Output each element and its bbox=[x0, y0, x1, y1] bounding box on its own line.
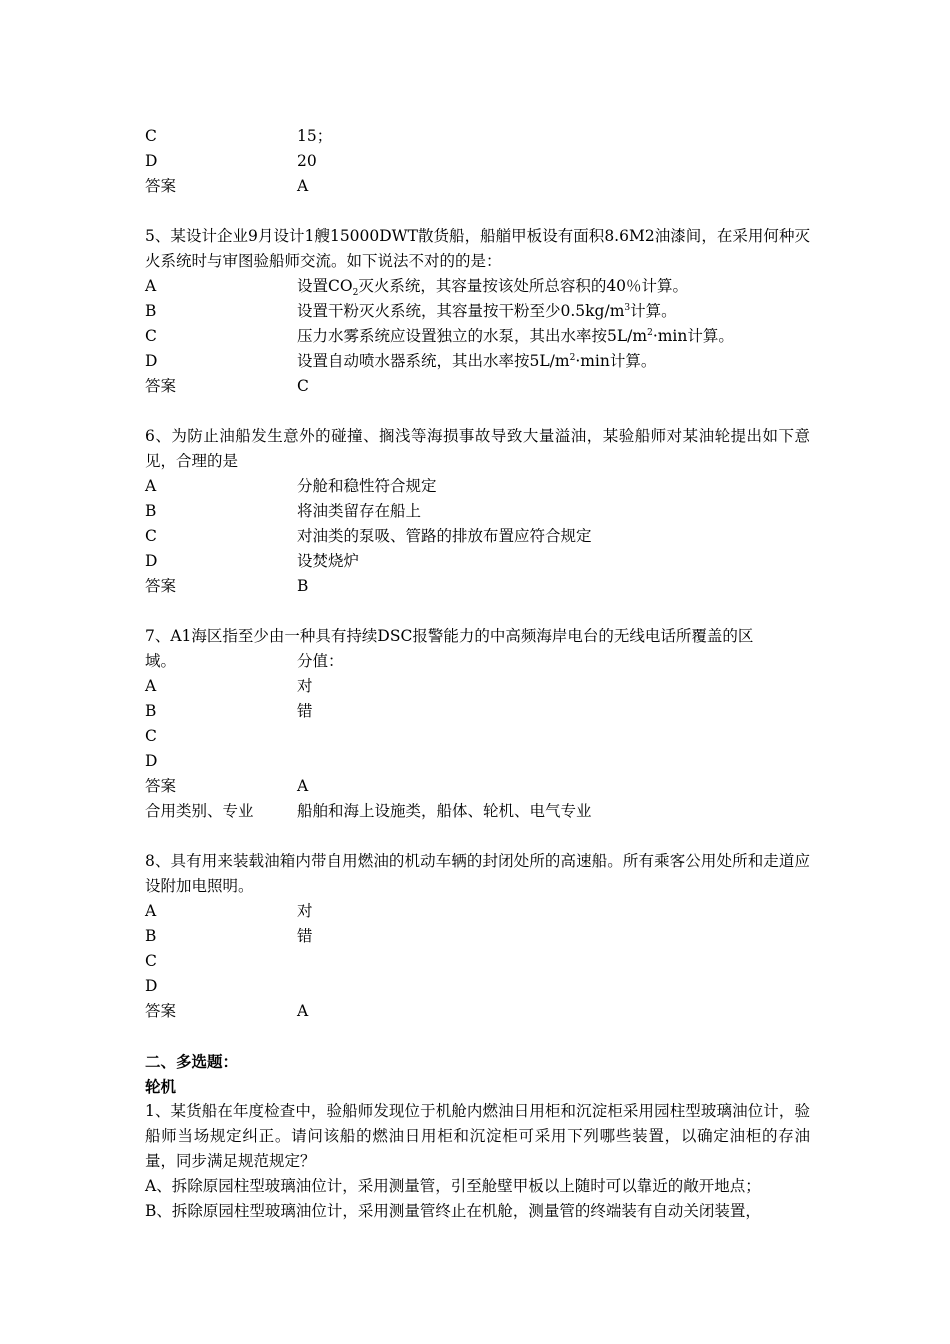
q7-option-b bbox=[145, 699, 810, 724]
option-text bbox=[297, 949, 810, 974]
q6-option-a bbox=[145, 474, 810, 499]
option-text: 设置干粉灭火系统，其容量按干粉至少$0.5kg/m^3$计算。 bbox=[297, 302, 677, 320]
q6-option-d bbox=[145, 549, 810, 574]
mq1-question: 1、某货船在年度检查中，验船师发现位于机舱内燃油日用柜和沉淀柜采用园柱型玻璃油位计，验船师当场规定纠正。请问该船的燃油日用柜和沉淀柜可采用下列哪些装置，以确定油柜的存油量，同步满足规范规定？ bbox=[145, 1102, 810, 1170]
option-text: 设置$CO_2$灭火系统，其容量按该处所总容积的40％计算。 bbox=[297, 277, 689, 299]
q8-option-a bbox=[145, 899, 810, 924]
q8-option-b bbox=[145, 924, 810, 949]
answer-label: 答案 bbox=[145, 177, 177, 195]
q8-question: 8、具有用来装载油箱内带自用燃油的机动车辆的封闭处所的高速船。所有乘客公用处所和走道应设附加电照明。 bbox=[145, 852, 810, 895]
option-text: 设置自动喷水器系统，其出水率按$5L/m^2\cdot\min$计算。 bbox=[297, 352, 657, 370]
option-key: C bbox=[145, 952, 157, 970]
q7-question-line1: 7、A1海区指至少由一种具有持续DSC报警能力的中高频海岸电台的无线电话所覆盖的区 bbox=[145, 627, 754, 645]
option-key: C bbox=[145, 127, 157, 145]
q8-option-d bbox=[145, 974, 810, 999]
q6-answer bbox=[145, 574, 810, 599]
document-page bbox=[145, 124, 810, 1224]
option-key: D bbox=[145, 752, 158, 770]
option-text: 分舱和稳性符合规定 bbox=[297, 477, 437, 495]
q5-answer bbox=[145, 374, 810, 399]
q8-option-c bbox=[145, 949, 810, 974]
option-text bbox=[297, 749, 810, 774]
option-key: D bbox=[145, 552, 158, 570]
answer-value: A bbox=[297, 1002, 309, 1020]
section-subheading: 轮机 bbox=[145, 1077, 177, 1096]
q7-option-c bbox=[145, 724, 810, 749]
option-text bbox=[297, 724, 810, 749]
option-key: A bbox=[145, 677, 157, 695]
answer-label: 答案 bbox=[145, 1002, 177, 1020]
q7-question-line2: 域。 bbox=[145, 652, 177, 670]
option-text: 20 bbox=[297, 152, 317, 170]
q4-answer bbox=[145, 174, 810, 199]
answer-value: C bbox=[297, 377, 309, 395]
answer-value: A bbox=[297, 777, 309, 795]
answer-value: B bbox=[297, 577, 309, 595]
q5-question: 5、某设计企业9月设计1艘15000DWT散货船，船艏甲板设有面积8.6M2油漆间，在采用何种灭火系统时与审图验船师交流。如下说法不对的的是： bbox=[145, 227, 810, 270]
answer-value: A bbox=[297, 177, 309, 195]
option-key: B bbox=[145, 702, 157, 720]
option-key: D bbox=[145, 977, 158, 995]
answer-label: 答案 bbox=[145, 577, 177, 595]
q6-option-b bbox=[145, 499, 810, 524]
option-key: C bbox=[145, 327, 157, 345]
q7-option-d bbox=[145, 749, 810, 774]
mq1-option-b: B、拆除原园柱型玻璃油位计，采用测量管终止在机舱，测量管的终端装有自动关闭装置， bbox=[145, 1202, 761, 1220]
q5-option-c bbox=[145, 324, 810, 349]
option-key: B bbox=[145, 927, 157, 945]
section-heading: 二、多选题： bbox=[145, 1052, 239, 1071]
option-key: D bbox=[145, 152, 158, 170]
q5-option-a bbox=[145, 274, 810, 299]
option-text: 错 bbox=[297, 927, 313, 945]
answer-label: 答案 bbox=[145, 777, 177, 795]
q5-option-b bbox=[145, 299, 810, 324]
mq1-option-a: A、拆除原园柱型玻璃油位计，采用测量管，引至舱壁甲板以上随时可以靠近的敞开地点； bbox=[145, 1177, 761, 1195]
option-text: 15； bbox=[297, 127, 333, 145]
q6-option-c bbox=[145, 524, 810, 549]
q7-answer bbox=[145, 774, 810, 799]
q4-option-d bbox=[145, 149, 810, 174]
q7-category bbox=[145, 799, 810, 824]
q8-answer bbox=[145, 999, 810, 1024]
option-key: A bbox=[145, 277, 157, 295]
option-key: A bbox=[145, 902, 157, 920]
option-text: 错 bbox=[297, 702, 313, 720]
q6-question: 6、为防止油船发生意外的碰撞、搁浅等海损事故导致大量溢油，某验船师对某油轮提出如下意见，合理的是 bbox=[145, 427, 810, 470]
option-text: 对油类的泵吸、管路的排放布置应符合规定 bbox=[297, 527, 592, 545]
option-key: B bbox=[145, 302, 157, 320]
option-key: C bbox=[145, 527, 157, 545]
option-key: D bbox=[145, 352, 158, 370]
option-key: B bbox=[145, 502, 157, 520]
category-value: 船舶和海上设施类，船体、轮机、电气专业 bbox=[297, 802, 592, 820]
q5-option-d bbox=[145, 349, 810, 374]
answer-label: 答案 bbox=[145, 377, 177, 395]
option-text bbox=[297, 974, 810, 999]
q7-option-a bbox=[145, 674, 810, 699]
q7-question bbox=[145, 624, 810, 674]
q4-option-c bbox=[145, 124, 810, 149]
score-label: 分值： bbox=[297, 652, 344, 670]
option-key: C bbox=[145, 727, 157, 745]
category-label: 合用类别、专业 bbox=[145, 802, 254, 820]
option-key: A bbox=[145, 477, 157, 495]
option-text: 压力水雾系统应设置独立的水泵，其出水率按$5L/m^2\cdot\min$计算。 bbox=[297, 327, 734, 345]
option-text: 对 bbox=[297, 902, 313, 920]
option-text: 将油类留存在船上 bbox=[297, 502, 422, 520]
option-text: 设焚烧炉 bbox=[297, 552, 360, 570]
option-text: 对 bbox=[297, 677, 313, 695]
